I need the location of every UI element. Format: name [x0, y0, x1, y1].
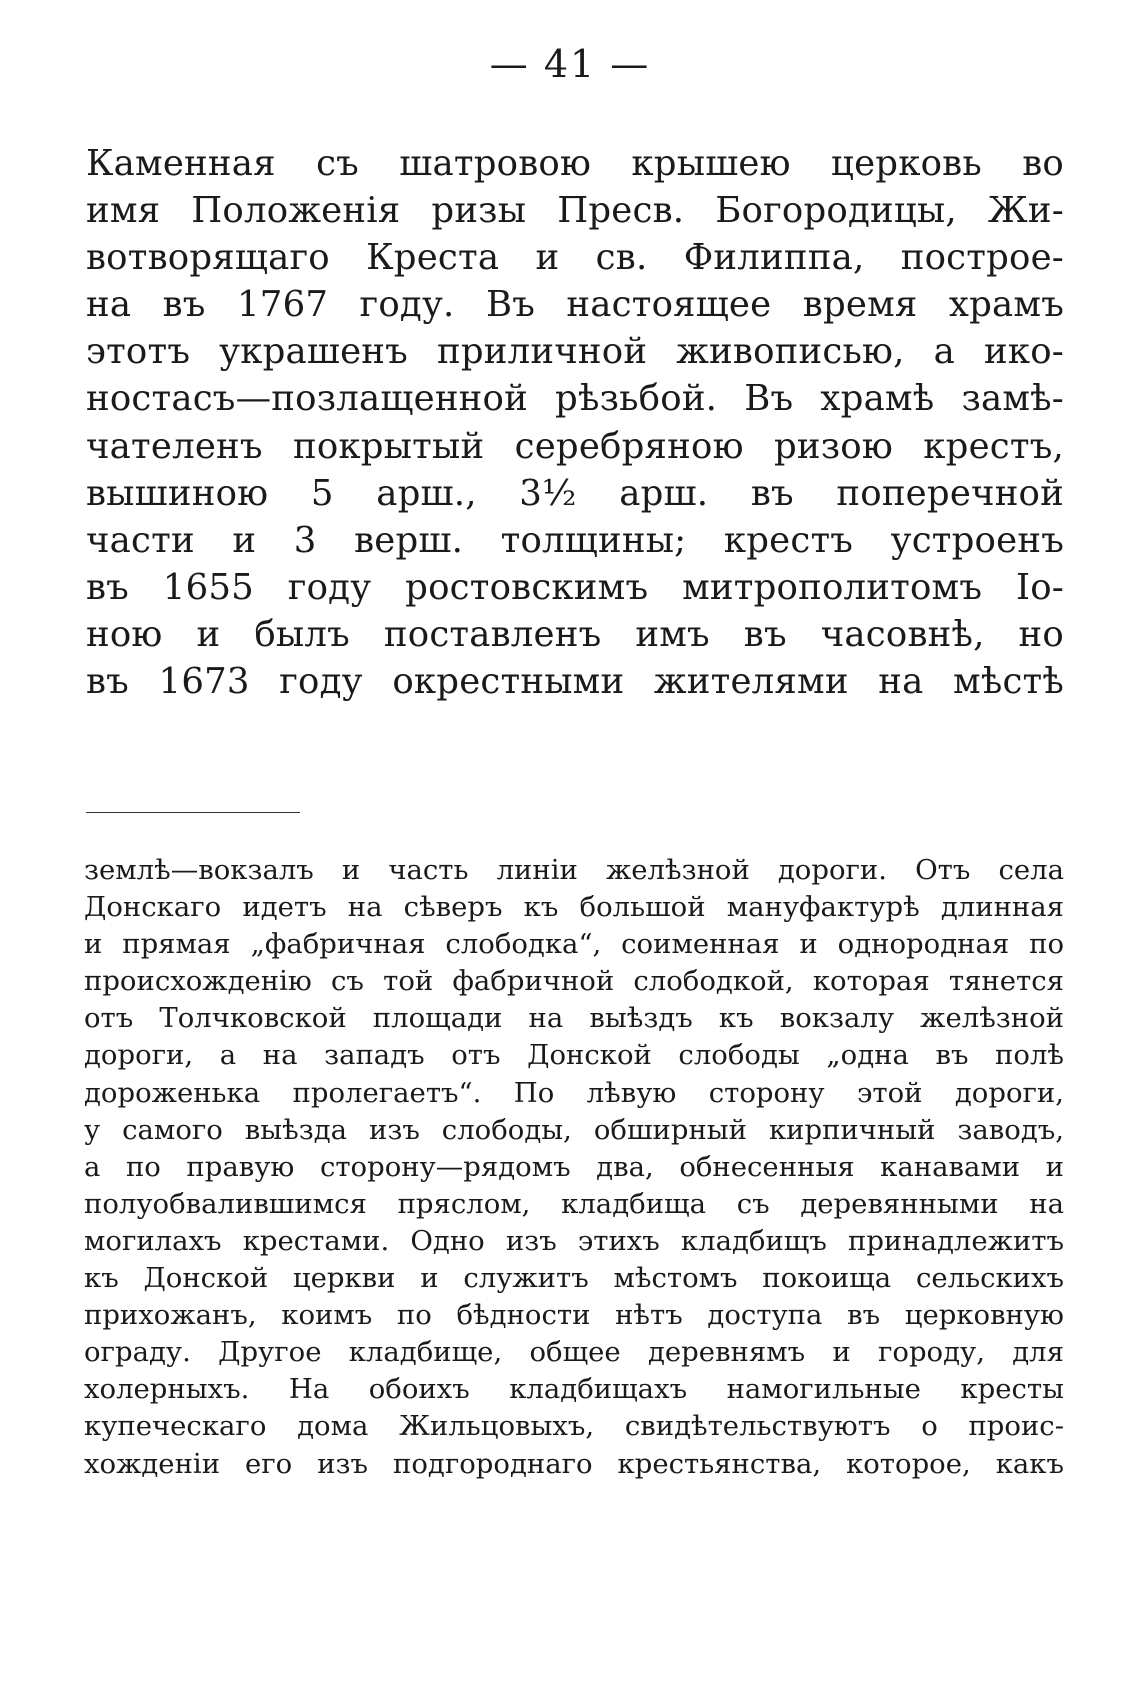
- footnote-line: холерныхъ. На обоихъ кладбищахъ намогильные кресты: [84, 1373, 1064, 1406]
- main-text-line: вотворящаго Креста и св. Филиппа, построе-: [86, 237, 1064, 279]
- page-number: — 41 —: [489, 42, 651, 86]
- footnote-line: дороженька пролегаетъ“. По лѣвую сторону этой дороги,: [84, 1076, 1064, 1109]
- main-text-line: въ 1655 году ростовскимъ митрополитомъ Іо-: [86, 566, 1064, 608]
- main-text-line: въ 1673 году окрестными жителями на мѣстѣ: [86, 661, 1064, 703]
- main-text-line: вышиною 5 арш., 3½ арш. въ поперечной: [86, 472, 1064, 514]
- footnote-line: могилахъ крестами. Одно изъ этихъ кладбищъ принадлежитъ: [84, 1224, 1064, 1257]
- main-text-line: ностасъ—позлащенной рѣзьбой. Въ храмѣ замѣ-: [86, 378, 1064, 420]
- main-text-line: части и 3 верш. толщины; крестъ устроенъ: [86, 519, 1064, 561]
- footnote-line: землѣ—вокзалъ и часть линіи желѣзной дороги. Отъ села: [84, 854, 1064, 886]
- footnote-line: полуобвалившимся пряслом, кладбища съ деревянными на: [84, 1187, 1064, 1220]
- main-text-line: этотъ украшенъ приличной живописью, а ико-: [86, 331, 1064, 373]
- footnote-line: прихожанъ, коимъ по бѣдности нѣтъ доступа въ церковную: [84, 1299, 1064, 1332]
- main-text-line: Каменная съ шатровою крышею церковь во: [86, 143, 1064, 184]
- main-text-line: чателенъ покрытый серебряною ризою крестъ,: [86, 425, 1064, 467]
- footnote-block: [84, 852, 1064, 1483]
- footnote-line: Донскаго идетъ на сѣверъ къ большой мануфактурѣ длинная: [84, 891, 1064, 924]
- footnote-line: дороги, а на западъ отъ Донской слободы „одна въ полѣ: [84, 1039, 1064, 1072]
- footnote-separator: [86, 812, 300, 813]
- footnote-line: у самого выѣзда изъ слободы, обширный кирпичный заводъ,: [84, 1113, 1064, 1146]
- main-text-block: [86, 140, 1064, 705]
- footnote-line: отъ Толчковской площади на выѣздъ къ вокзалу желѣзной: [84, 1002, 1064, 1035]
- footnote-line: къ Донской церкви и служитъ мѣстомъ покоища сельскихъ: [84, 1262, 1064, 1295]
- footnote-line: и прямая „фабричная слободка“, соименная и однородная по: [84, 928, 1064, 961]
- footnote-line: происхожденію съ той фабричной слободкой, которая тянется: [84, 965, 1064, 998]
- main-text-line: на въ 1767 году. Въ настоящее время храмъ: [86, 284, 1064, 326]
- main-text-line: имя Положенія ризы Пресв. Богородицы, Жи-: [86, 190, 1064, 232]
- footnote-line: а по правую сторону—рядомъ два, обнесенныя канавами и: [84, 1150, 1064, 1183]
- footnote-line: ограду. Другое кладбище, общее деревнямъ и городу, для: [84, 1336, 1064, 1369]
- footnote-line: купеческаго дома Жильцовыхъ, свидѣтельствуютъ о проис-: [84, 1410, 1064, 1443]
- footnote-line: хожденіи его изъ подгороднаго крестьянства, которое, какъ: [84, 1447, 1064, 1480]
- main-text-line: ною и былъ поставленъ имъ въ часовнѣ, но: [86, 613, 1064, 655]
